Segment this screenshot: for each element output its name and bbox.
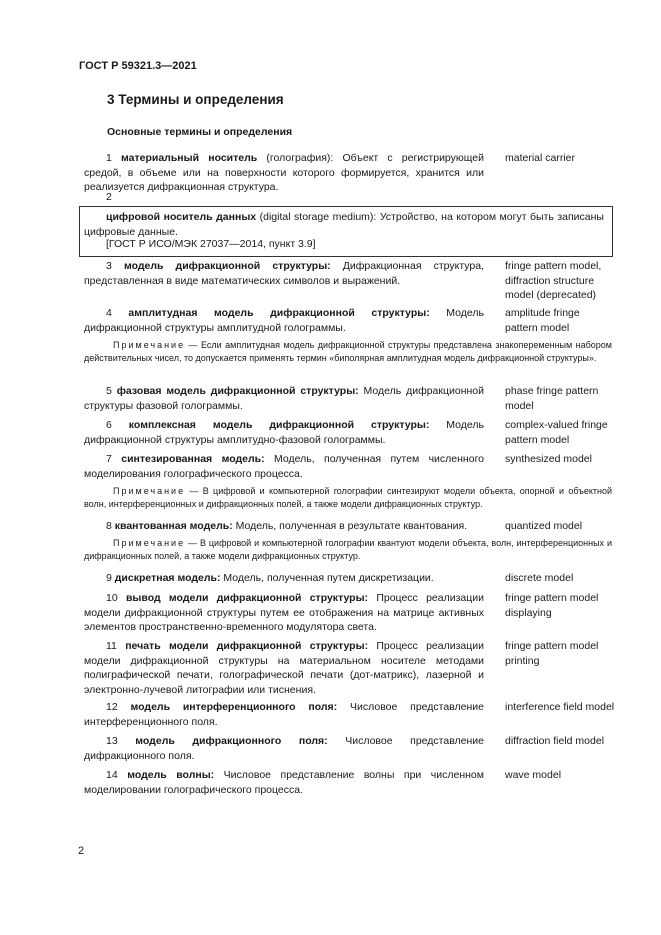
term-3-english: fringe pattern model, diffraction structure model (deprecated) (505, 260, 602, 301)
item-2-number: 2 (106, 191, 112, 203)
subsection-title: Основные термины и определения (107, 126, 293, 138)
item-2-definition: цифровой носитель данных (digital storage medium): Устройство, на котором могут быть записаны цифровые данные. (84, 211, 604, 238)
term-13-english: diffraction field model (505, 735, 605, 747)
term-4-english: amplitude fringe pattern model (505, 307, 580, 334)
term-1-english: material carrier (505, 152, 576, 164)
term-3: 3 модель дифракционной структуры: Дифракционная структура, представленная в виде математических символов и выражений. (84, 260, 484, 287)
note-1: Примечание — Если амплитудная модель дифракционной структуры представлена знакопеременным набором действительных чисел, то допускается применять термин «биполярная амплитудная модель дифракционной структуры». (84, 340, 612, 363)
document-id: ГОСТ Р 59321.3—2021 (79, 60, 197, 72)
term-12-english: interference field model (505, 701, 615, 713)
term-10-english: fringe pattern model displaying (505, 592, 599, 619)
term-8: 8 квантованная модель: Модель, полученная в результате квантования. (106, 520, 468, 532)
term-6: 6 комплексная модель дифракционной структуры: Модель дифракционной структуры амплитудно-фазовой голограммы. (84, 419, 484, 446)
term-14-english: wave model (505, 769, 562, 781)
term-9: 9 дискретная модель: Модель, полученная путем дискретизации. (106, 572, 434, 584)
note-2: Примечание — В цифровой и компьютерной голографии синтезируют модели объекта, опорной и объектной волн, интерференционных и дифракционных полей, а также модели дифракционных структур. (84, 486, 612, 509)
note-3: Примечание — В цифровой и компьютерной голографии квантуют модели объекта, волн, интерференционных и дифракционных полей, а также модели дифракционных структур. (84, 538, 612, 561)
term-11: 11 печать модели дифракционной структуры: Процесс реализации модели дифракционной структуры на материальном носителе методами полиграфической печати, голографической печати (дот-матрикс), лазерной и электронно-лучевой литографии или тиснения. (84, 640, 484, 696)
term-1: 1 материальный носитель (голография): Объект с регистрирующей средой, в объеме или на поверхности которого формируется, хранится или реализуется дифракционная структура. (84, 152, 485, 193)
term-13: 13 модель дифракционного поля: Числовое представление дифракционного поля. (84, 735, 485, 762)
term-8-english: quantized model (505, 520, 583, 532)
item-2-reference: [ГОСТ Р ИСО/МЭК 27037—2014, пункт 3.9] (106, 238, 316, 250)
term-4: 4 амплитудная модель дифракционной структуры: Модель дифракционной структуры амплитудной голограммы. (84, 307, 484, 334)
section-title: 3 Термины и определения (107, 92, 284, 107)
term-5: 5 фазовая модель дифракционной структуры: Модель дифракционной структуры фазовой голограммы. (84, 385, 485, 412)
page-number: 2 (78, 845, 85, 857)
term-11-english: fringe pattern model printing (505, 640, 599, 667)
term-9-english: discrete model (505, 572, 574, 584)
term-14: 14 модель волны: Числовое представление волны при численном моделировании голографического процесса. (84, 769, 484, 796)
term-10: 10 вывод модели дифракционной структуры: Процесс реализации модели дифракционной структуры путем ее отображения на матрице активных элементов пространственно-временного модулятора света. (84, 592, 484, 633)
term-7: 7 синтезированная модель: Модель, полученная путем численного моделирования голографического процесса. (84, 453, 485, 480)
term-7-english: synthesized model (505, 453, 592, 465)
term-5-english: phase fringe pattern model (505, 385, 599, 412)
term-12: 12 модель интерференционного поля: Числовое представление интерференционного поля. (84, 701, 484, 728)
term-6-english: complex-valued fringe pattern model (505, 419, 608, 446)
